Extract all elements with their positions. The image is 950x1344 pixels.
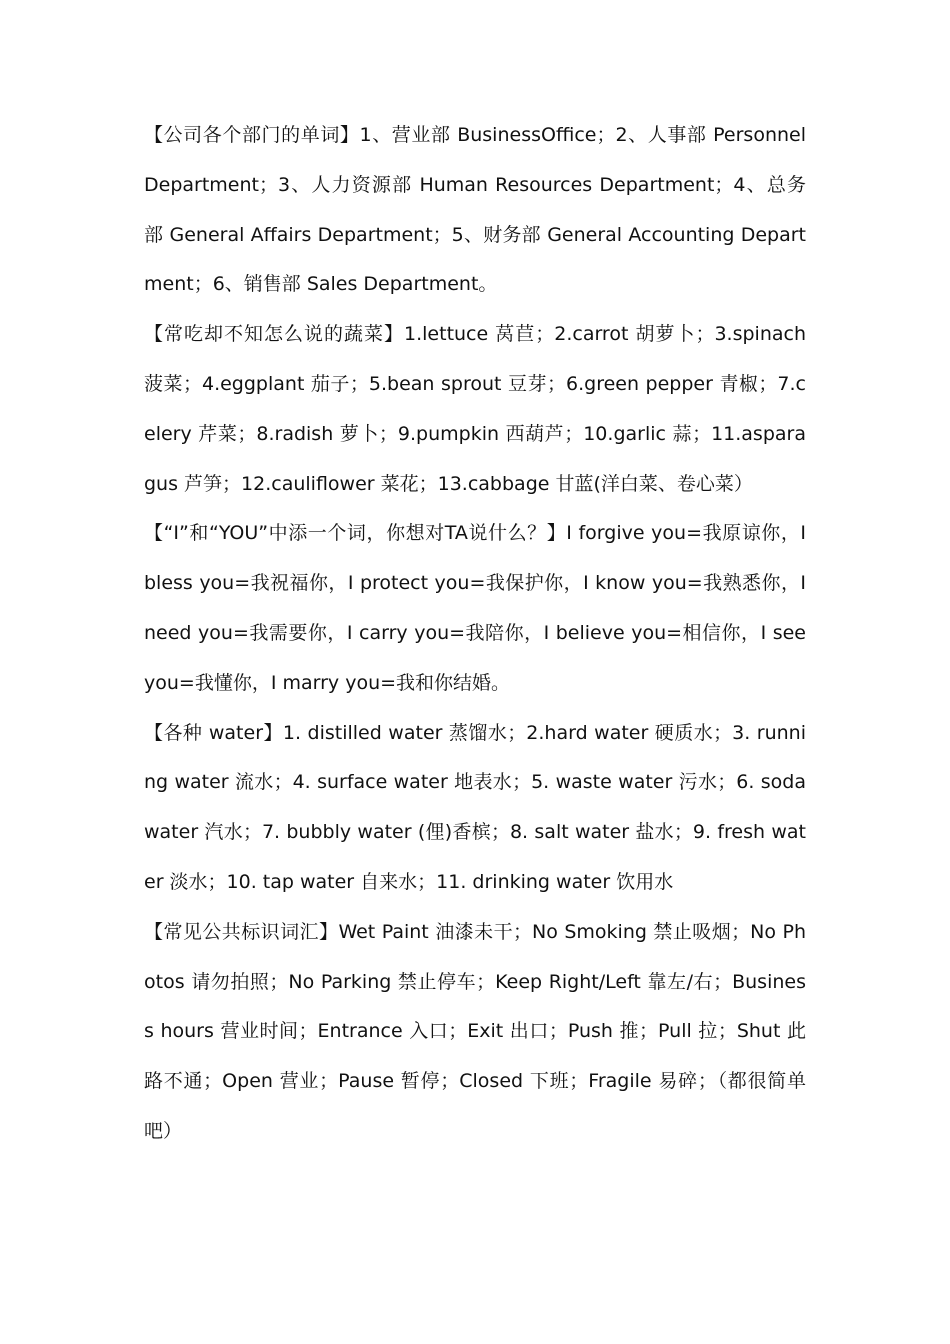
paragraph-water-vocabulary: 【各种 water】1. distilled water 蒸馏水；2.hard water 硬质水；3. running water 流水；4. surface water 地表水；5. waste water 污水；6. soda water 汽水；7. bubbly water (俚)香槟；8. salt water 盐水；9. fresh water 淡水；10. tap water 自来水；11. drinking water 饮用水 (144, 721, 806, 893)
paragraph-i-and-you: 【“I”和“YOU”中添一个词，你想对TA说什么？】I forgive you=我原谅你，I bless you=我祝福你，I protect you=我保护你，I know you=我熟悉你，I need you=我需要你，I carry you=我陪你，I believe you=相信你，I see you=我懂你，I marry you=我和你结婚。 (144, 522, 806, 694)
paragraph-department-vocabulary: 【公司各个部门的单词】1、营业部 BusinessOffice；2、人事部 Personnel Department；3、人力资源部 Human Resources Department；4、总务部 General Affairs Department；5、财务部 General Accounting Department；6、销售部 Sales Department。 (144, 124, 806, 296)
document-body (144, 111, 806, 1157)
paragraph-public-signs: 【常见公共标识词汇】Wet Paint 油漆未干；No Smoking 禁止吸烟；No Photos 请勿拍照；No Parking 禁止停车；Keep Right/Left 靠左/右；Business hours 营业时间；Entrance 入口；Exit 出口；Push 推；Pull 拉；Shut 此路不通；Open 营业；Pause 暂停；Closed 下班；Fragile 易碎；（都很简单吧） (144, 920, 806, 1142)
paragraph-vegetable-vocabulary: 【常吃却不知怎么说的蔬菜】1.lettuce 莴苣；2.carrot 胡萝卜；3.spinach 菠菜；4.eggplant 茄子；5.bean sprout 豆芽；6.green pepper 青椒；7.celery 芹菜；8.radish 萝卜；9.pumpkin 西葫芦；10.garlic 蒜；11.asparagus 芦笋；12.cauliflower 菜花；13.cabbage 甘蓝(洋白菜、卷心菜） (144, 323, 806, 495)
